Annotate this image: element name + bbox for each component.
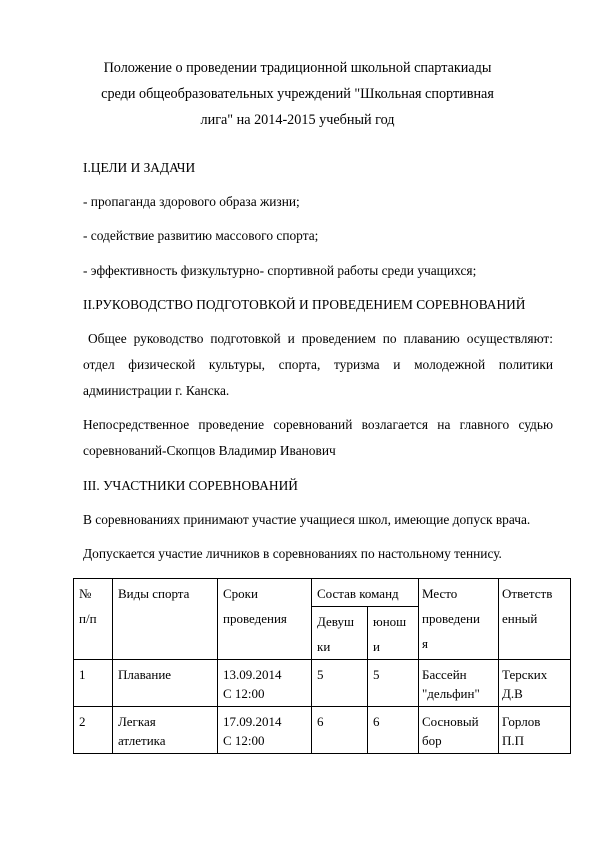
cell-girls: 6 [312, 707, 368, 754]
paragraph-line: отдел физической культуры, спорта, туризма и молодежной политики [83, 357, 553, 372]
paragraph-line: В соревнованиях принимают участие учащиеся школ, имеющие допуск врача. [83, 512, 531, 527]
paragraph-line: соревнований-Скопцов Владимир Иванович [83, 443, 336, 458]
section-heading-management: II.РУКОВОДСТВО ПОДГОТОВКОЙ И ПРОВЕДЕНИЕМ СОРЕВНОВАНИЙ [83, 297, 526, 312]
header-responsible: Ответств енный [499, 579, 571, 660]
table-row [74, 660, 571, 707]
paragraph-line: Допускается участие личников в соревнованиях по настольному теннису. [83, 546, 502, 561]
title-line: среди общеобразовательных учреждений "Школьная спортивная [101, 86, 494, 102]
list-item: - эффективность физкультурно- спортивной работы среди учащихся; [83, 263, 477, 278]
cell-responsible: Горлов П.П [499, 707, 571, 754]
paragraph-line: администрации г. Канска. [83, 383, 230, 398]
list-item: - пропаганда здорового образа жизни; [83, 194, 300, 209]
competition-table [73, 578, 571, 754]
document-title [60, 55, 535, 133]
title-line: Положение о проведении традиционной школьной спартакиады [103, 60, 492, 76]
paragraph-line: Общее руководство подготовкой и проведением по плаванию осуществляют: [88, 331, 553, 346]
title-line: лига" на 2014-2015 учебный год [200, 112, 395, 128]
section-heading-participants: III. УЧАСТНИКИ СОРЕВНОВАНИЙ [83, 478, 298, 493]
cell-date: 17.09.2014 С 12:00 [218, 707, 312, 754]
header-boys: юнош и [368, 607, 419, 660]
paragraph-line: Непосредственное проведение соревнований возлагается на главного судью [83, 417, 553, 432]
cell-date: 13.09.2014 С 12:00 [218, 660, 312, 707]
header-girls: Девуш ки [312, 607, 368, 660]
cell-boys: 5 [368, 660, 419, 707]
list-item: - содействие развитию массового спорта; [83, 228, 319, 243]
cell-num: 2 [74, 707, 113, 754]
table-row [74, 707, 571, 754]
header-team: Состав команд [312, 579, 419, 607]
cell-boys: 6 [368, 707, 419, 754]
table-header-row [74, 579, 571, 607]
section-heading-goals: I.ЦЕЛИ И ЗАДАЧИ [83, 160, 196, 175]
cell-sport: Плавание [113, 660, 218, 707]
cell-girls: 5 [312, 660, 368, 707]
header-sport: Виды спорта [113, 579, 218, 660]
cell-place: Сосновый бор [419, 707, 499, 754]
cell-place: Бассейн "дельфин" [419, 660, 499, 707]
header-num: № п/п [74, 579, 113, 660]
cell-responsible: Терских Д.В [499, 660, 571, 707]
header-dates: Сроки проведения [218, 579, 312, 660]
header-place: Место проведени я [419, 579, 499, 660]
cell-sport: Легкая атлетика [113, 707, 218, 754]
cell-num: 1 [74, 660, 113, 707]
